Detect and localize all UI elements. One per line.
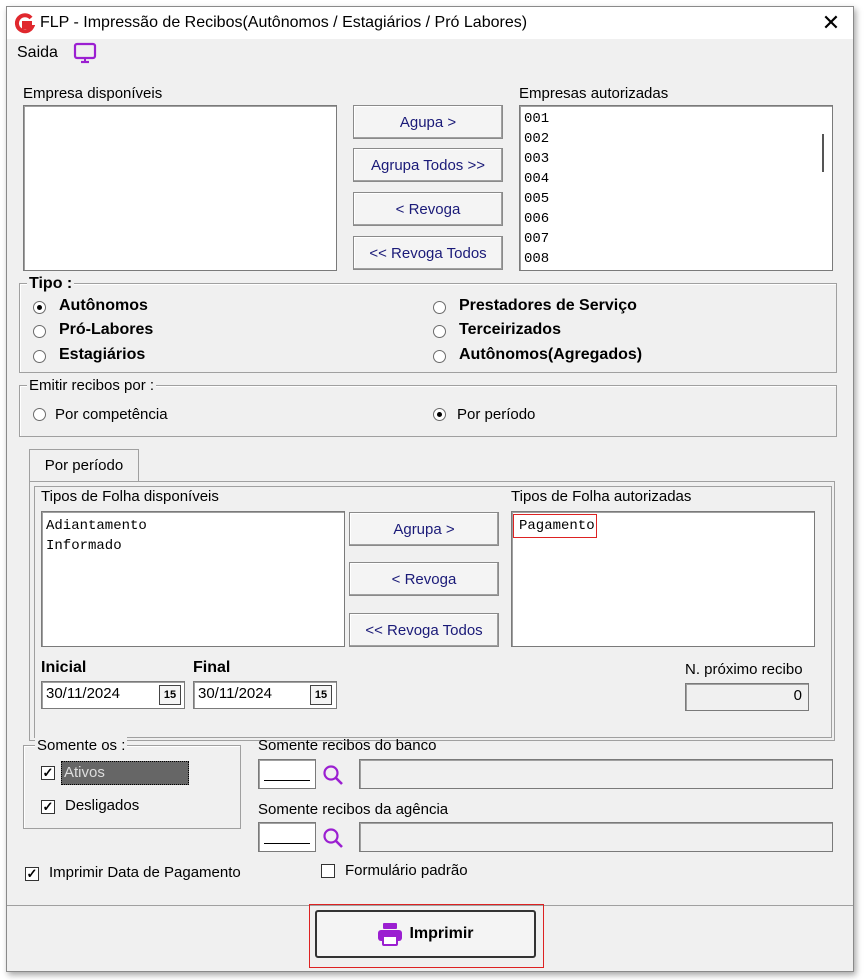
por-periodo-radio[interactable] — [433, 408, 446, 421]
empresa-item[interactable]: 008 — [524, 251, 550, 267]
revoga-todos-folha-button[interactable]: << Revoga Todos — [349, 613, 499, 647]
final-date-value: 30/11/2024 — [198, 685, 272, 702]
formulario-padrao-label: Formulário padrão — [345, 862, 468, 879]
tipo-label: Tipo : — [29, 275, 73, 292]
tipo-radio-0[interactable] — [33, 301, 46, 314]
folha-disponivel-item[interactable]: Adiantamento — [46, 518, 147, 534]
revoga-folha-button[interactable]: < Revoga — [349, 562, 499, 596]
tipo-radio-1[interactable] — [33, 325, 46, 338]
main-window — [6, 6, 854, 972]
empresa-item[interactable]: 006 — [524, 211, 550, 227]
tipo-option-label: Autônomos — [59, 297, 148, 314]
tipo-radio-3[interactable] — [433, 301, 446, 314]
revoga-todos-empresa-button[interactable]: << Revoga Todos — [353, 236, 503, 270]
agencia-label: Somente recibos da agência — [258, 801, 449, 818]
banco-label: Somente recibos do banco — [258, 737, 437, 754]
desligados-checkbox[interactable]: ✓ — [42, 799, 54, 814]
banco-code-input[interactable] — [258, 759, 316, 789]
agrupa-folha-button[interactable]: Agrupa > — [349, 512, 499, 546]
folha-disponivel-item[interactable]: Informado — [46, 538, 122, 554]
agencia-name-field — [359, 822, 833, 852]
revoga-empresa-button[interactable]: < Revoga — [353, 192, 503, 226]
empresa-disponiveis-list[interactable] — [23, 105, 337, 271]
folha-autorizada-item[interactable]: Pagamento — [515, 516, 595, 536]
tipo-option-label: Prestadores de Serviço — [459, 297, 637, 314]
formulario-padrao-checkbox[interactable] — [321, 864, 335, 878]
agrupa-empresa-button[interactable]: Agupa > — [353, 105, 503, 139]
ativos-label: Ativos — [61, 761, 189, 785]
somente-group — [23, 745, 241, 829]
monitor-icon[interactable] — [73, 42, 97, 64]
proximo-recibo-value: 0 — [793, 687, 802, 704]
imprimir-button[interactable] — [315, 910, 536, 958]
app-logo-icon — [13, 13, 35, 35]
empresa-item[interactable]: 001 — [524, 111, 550, 127]
folha-disponiveis-list[interactable] — [41, 511, 345, 647]
imprimir-data-checkbox[interactable]: ✓ — [26, 866, 38, 881]
tipo-radio-5[interactable] — [433, 350, 446, 363]
empresa-item[interactable]: 003 — [524, 151, 550, 167]
agencia-code-input[interactable] — [258, 822, 316, 852]
empresa-item[interactable]: 005 — [524, 191, 550, 207]
banco-name-field — [359, 759, 833, 789]
folha-autorizadas-label: Tipos de Folha autorizadas — [511, 488, 692, 505]
folha-disponiveis-label: Tipos de Folha disponíveis — [41, 488, 219, 505]
close-icon[interactable]: ✕ — [821, 10, 841, 35]
title-bar — [7, 7, 853, 39]
empresa-item[interactable]: 007 — [524, 231, 550, 247]
proximo-recibo-label: N. próximo recibo — [685, 661, 803, 678]
emitir-label: Emitir recibos por : — [29, 377, 155, 394]
banco-underline — [264, 780, 310, 781]
empresa-item[interactable]: 002 — [524, 131, 550, 147]
proximo-recibo-input[interactable] — [685, 683, 809, 711]
por-competencia-label: Por competência — [55, 406, 168, 423]
menu-bar — [7, 39, 853, 67]
tipo-option-label: Autônomos(Agregados) — [459, 346, 643, 363]
scrollbar-thumb[interactable] — [822, 134, 824, 172]
tipo-option-label: Terceirizados — [459, 321, 561, 338]
banco-search-icon[interactable] — [321, 763, 345, 787]
empresa-disponiveis-label: Empresa disponíveis — [23, 85, 163, 102]
desligados-label: Desligados — [65, 797, 140, 814]
imprimir-label: Imprimir — [409, 925, 474, 942]
tab-por-periodo[interactable]: Por período — [29, 449, 139, 481]
saida-menu[interactable]: Saida — [17, 44, 58, 61]
empresas-autorizadas-list[interactable] — [519, 105, 833, 271]
tipo-option-label: Pró-Labores — [59, 321, 154, 338]
por-periodo-label: Por período — [457, 406, 536, 423]
agencia-search-icon[interactable] — [321, 826, 345, 850]
inicial-date-value: 30/11/2024 — [46, 685, 120, 702]
por-competencia-radio[interactable] — [33, 408, 46, 421]
inicial-calendar-icon[interactable]: 15 — [159, 685, 181, 705]
imprimir-data-label: Imprimir Data de Pagamento — [49, 864, 241, 881]
tipo-option-label: Estagiários — [59, 346, 146, 363]
final-label: Final — [193, 659, 231, 676]
window-title: FLP - Impressão de Recibos(Autônomos / Estagiários / Pró Labores) — [40, 14, 528, 31]
tipo-radio-4[interactable] — [433, 325, 446, 338]
empresa-item[interactable]: 004 — [524, 171, 550, 187]
inicial-label: Inicial — [41, 659, 87, 676]
tipo-radio-2[interactable] — [33, 350, 46, 363]
folha-autorizadas-list[interactable] — [511, 511, 815, 647]
agencia-underline — [264, 843, 310, 844]
empresas-autorizadas-label: Empresas autorizadas — [519, 85, 669, 102]
somente-label: Somente os : — [37, 737, 126, 754]
printer-icon — [377, 922, 403, 946]
agrupa-todos-empresa-button[interactable]: Agrupa Todos >> — [353, 148, 503, 182]
final-calendar-icon[interactable]: 15 — [310, 685, 332, 705]
ativos-checkbox[interactable]: ✓ — [42, 765, 54, 780]
